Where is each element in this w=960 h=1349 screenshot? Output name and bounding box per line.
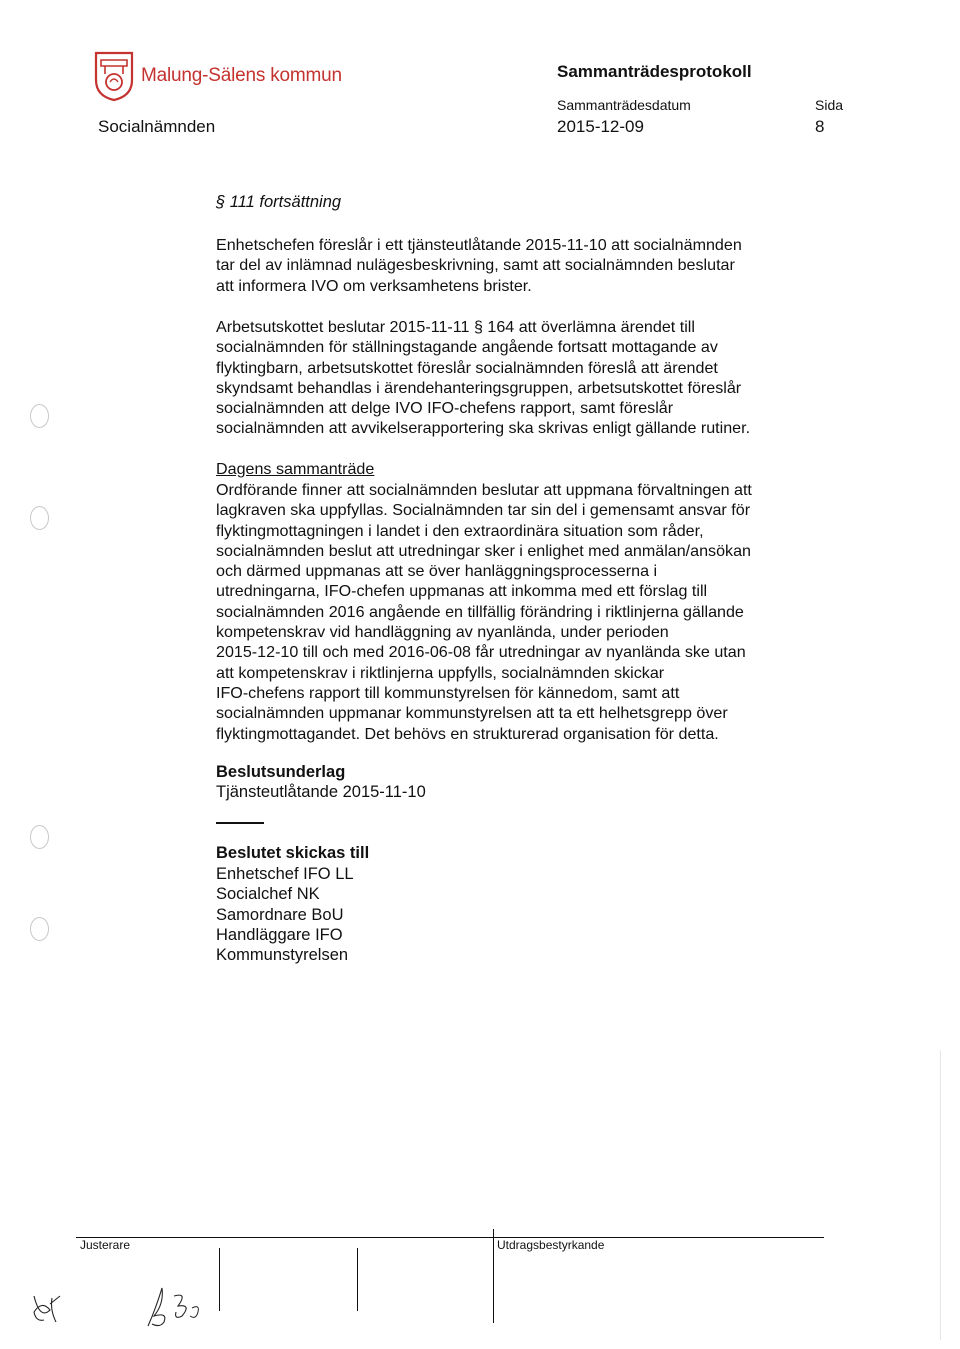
page-number: 8	[815, 117, 825, 136]
paragraph-proposal: Enhetschefen föreslår i ett tjänsteutlåtande 2015-11-10 att socialnämnden tar del av inlämnad nulägesbeskrivning, samt att socialnämnden beslutar att informera IVO om verksamhetens brister.	[216, 236, 742, 295]
sent-to-heading: Beslutet skickas till	[216, 844, 370, 862]
meeting-date-label: Sammanträdesdatum	[557, 97, 691, 113]
signature-box-divider	[357, 1248, 358, 1311]
separator-line	[216, 822, 264, 824]
paragraph-working-committee: Arbetsutskottet beslutar 2015-11-11 § 164 att överlämna ärendet till socialnämnden för ställningstagande angående fortsatt mottagande av flyktingbarn, arbetsutskottet föreslår socialnämnden föreslå att ärendet skyndsamt behandlas i ärendehanteringsgruppen, arbetsutskottet föreslår socialnämnden att delge IVO IFO-chefens rapport, samt föreslår socialnämnden att avvikelserapportering ska skrivas enligt gällande rutiner.	[216, 318, 751, 438]
header-logo	[93, 50, 342, 102]
paragraph-decision: Ordförande finner att socialnämnden beslutar att uppmana förvaltningen att lagkraven ska uppfyllas. Socialnämnden tar sin del i gemensamt ansvar för flyktingmottagningen i landet i den extraordinära situation som råder, socialnämnden beslut att utredningar sker i enlighet med anmälan/ansökan och därmed uppmanas att se över hanläggningsprocesserna i utredningarna, IFO-chefen uppmanas att inkomma med ett förslag till socialnämnden 2016 angående en tillfällig förändring i riktlinjerna gällande kompetenskrav vid handläggning av nyanlända, under perioden 2015-12-10 till och med 2016-06-08 får utredningar av nyanlända ske utan att kompetenskrav i riktlinjerna uppfylls, socialnämnden skickar IFO-chefens rapport till kommunstyrelsen för kännedom, samt att socialnämnden uppmanar kommunstyrelsen att ta ett helhetsgrepp över flyktingmottagandet. Det behövs en strukturerad organisation för detta.	[216, 481, 752, 743]
adjuster-label: Justerare	[80, 1238, 131, 1252]
list-item: Samordnare BoU	[216, 905, 344, 924]
committee-name: Socialnämnden	[98, 117, 216, 136]
signature-box-divider	[493, 1229, 494, 1323]
punch-hole	[30, 825, 49, 849]
punch-hole	[30, 404, 49, 428]
punch-hole	[30, 917, 49, 941]
todays-meeting-heading: Dagens sammanträde	[216, 460, 375, 478]
list-item: Kommunstyrelsen	[216, 946, 349, 965]
signature-initials	[30, 1290, 66, 1326]
section-heading: § 111 fortsättning	[216, 193, 342, 211]
scan-edge	[940, 1050, 941, 1340]
signature-initials	[140, 1282, 210, 1330]
recipient-list	[216, 864, 354, 965]
page-label: Sida	[815, 97, 844, 113]
extract-certification-label: Utdragsbestyrkande	[497, 1238, 605, 1252]
decision-basis-heading: Beslutsunderlag	[216, 763, 346, 781]
punch-hole	[30, 506, 49, 530]
signature-box-divider	[219, 1248, 220, 1311]
decision-basis-item: Tjänsteutlåtande 2015-11-10	[216, 783, 426, 801]
document-title: Sammanträdesprotokoll	[557, 62, 752, 81]
municipality-name: Malung-Sälens kommun	[141, 65, 342, 86]
municipality-crest-icon	[93, 50, 135, 102]
meeting-date: 2015-12-09	[557, 117, 644, 136]
list-item: Enhetschef IFO LL	[216, 865, 354, 883]
footer-rule	[76, 1237, 824, 1238]
list-item: Socialchef NK	[216, 885, 320, 904]
list-item: Handläggare IFO	[216, 925, 343, 944]
